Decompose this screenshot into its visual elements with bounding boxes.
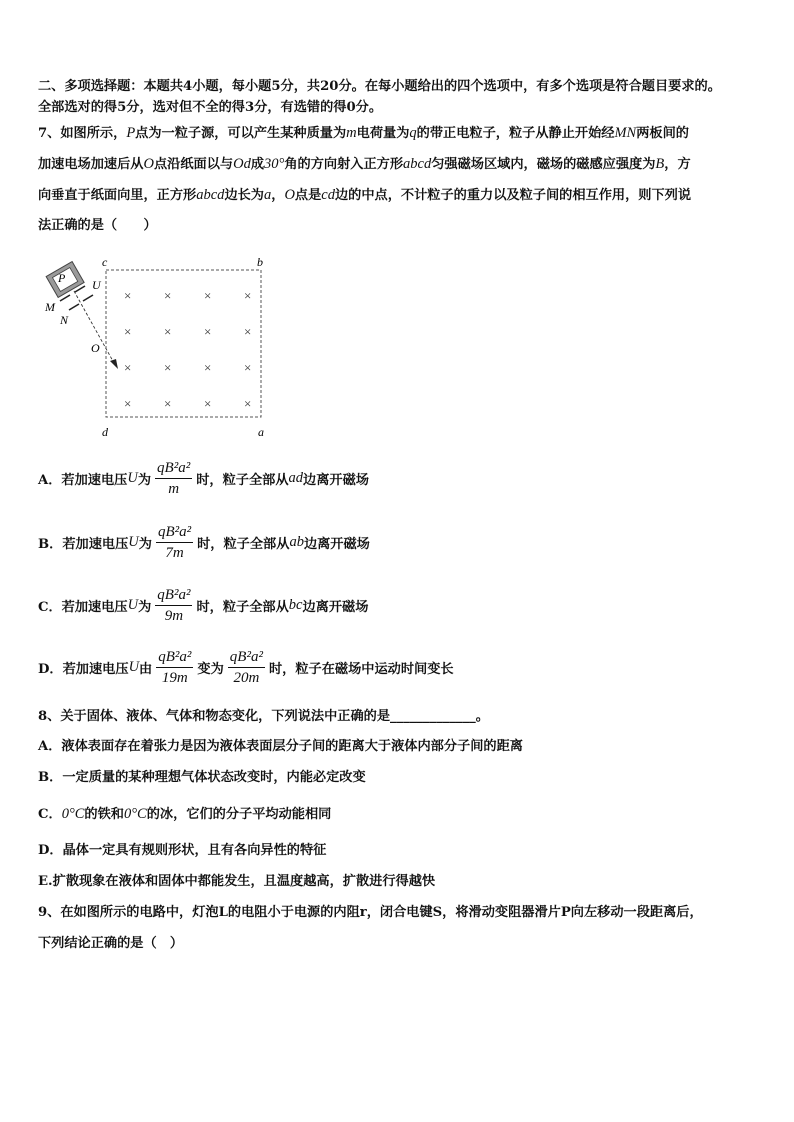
fraction-D2: $\frac{\text{qB²a²}}{20m}$	[229, 649, 263, 686]
field-cross-icon: ×	[124, 288, 132, 303]
section-instruction-line2: 全部选对的得5分，选对但不全的得3分，有选错的得0分。	[38, 100, 383, 115]
q8-stem: 8、关于固体、液体、气体和物态变化，下列说法中正确的是_____________。	[38, 709, 489, 724]
corner-a-label: a	[258, 425, 264, 439]
field-cross-icon: ×	[204, 288, 212, 303]
q8-option-E[interactable]: E.扩散现象在液体和固体中都能发生，且温度越高，扩散进行得越快	[38, 874, 436, 889]
q7-stem-line1: 7、如图所示，P点为一粒子源，可以产生某种质量为m电荷量为q的带正电粒子，粒子从静止开始经MN两板间的	[38, 125, 689, 141]
q7-stem-line2: 加速电场加速后从O点沿纸面以与Od成30°角的方向射入正方形abcd匀强磁场区域内，磁场的磁感应强度为B，方	[38, 156, 691, 172]
field-cross-icon: ×	[164, 360, 172, 375]
field-cross-icon: ×	[244, 324, 252, 339]
q7-option-D[interactable]: D．若加速电压 U 由 $\frac{\text{qB²a²}}{19m}$ 变为 $\frac{\text{qB²a²}}{20m}$ 时，粒子在磁场中运动时间变长	[38, 649, 454, 686]
q8-option-D[interactable]: D．晶体一定具有规则形状，且有各向异性的特征	[38, 843, 327, 858]
q7-stem-line3: 向垂直于纸面向里，正方形abcd边长为a，O点是cd边的中点，不计粒子的重力以及粒子间的相互作用，则下列说	[38, 187, 692, 203]
fraction-B: $\frac{\text{qB²a²}}{7m}$	[157, 524, 192, 561]
source-P-label: P	[58, 271, 66, 285]
fraction-A: $\frac{\text{qB²a²}}{m}$	[157, 460, 191, 497]
q7-option-A[interactable]: A．若加速电压 U 为 $\frac{\text{qB²a²}}{m}$ 时，粒子全部从 ad 边离开磁场	[38, 460, 369, 497]
corner-c-label: c	[102, 255, 108, 269]
plate-N-right	[83, 295, 93, 301]
field-cross-icon: ×	[164, 396, 172, 411]
point-O-label: O	[91, 341, 100, 355]
field-cross-icon: ×	[164, 324, 172, 339]
field-cross-icon: ×	[204, 324, 212, 339]
voltage-U-label: U	[92, 278, 101, 292]
corner-b-label: b	[257, 255, 263, 269]
field-crosses	[124, 288, 251, 411]
plate-N	[69, 304, 79, 310]
plate-M-label: M	[45, 300, 55, 314]
fraction-D1: $\frac{\text{qB²a²}}{19m}$	[158, 649, 192, 686]
field-cross-icon: ×	[124, 396, 132, 411]
corner-d-label: d	[102, 425, 108, 439]
field-cross-icon: ×	[244, 288, 252, 303]
q8-option-C[interactable]: C．0°C的铁和0°C的冰，它们的分子平均动能相同	[38, 806, 332, 822]
q9-stem-line1: 9、在如图所示的电路中，灯泡L的电阻小于电源的内阻r，闭合电键S，将滑动变阻器滑片P向左移动一段距离后，	[38, 905, 703, 920]
q7-option-B[interactable]: B．若加速电压 U 为 $\frac{\text{qB²a²}}{7m}$ 时，粒子全部从 ab 边离开磁场	[38, 524, 370, 561]
field-cross-icon: ×	[244, 360, 252, 375]
q8-option-A[interactable]: A．液体表面存在着张力是因为液体表面层分子间的距离大于液体内部分子间的距离	[38, 739, 523, 754]
q7-option-C[interactable]: C．若加速电压 U 为 $\frac{\text{qB²a²}}{9m}$ 时，粒子全部从 bc 边离开磁场	[38, 587, 369, 624]
q7-magnetic-field-figure	[38, 255, 278, 445]
q8-option-B[interactable]: B．一定质量的某种理想气体状态改变时，内能必定改变	[38, 770, 366, 785]
plate-N-label: N	[60, 313, 69, 327]
field-cross-icon: ×	[124, 360, 132, 375]
q7-stem-line4: 法正确的是（ ）	[38, 218, 157, 233]
field-cross-icon: ×	[204, 396, 212, 411]
field-cross-icon: ×	[204, 360, 212, 375]
field-cross-icon: ×	[164, 288, 172, 303]
fraction-C: $\frac{\text{qB²a²}}{9m}$	[157, 587, 191, 624]
field-cross-icon: ×	[124, 324, 132, 339]
section-instruction-line1: 二、多项选择题：本题共4小题，每小题5分，共20分。在每小题给出的四个选项中，有多个选项是符合题目要求的。	[38, 79, 721, 94]
field-cross-icon: ×	[244, 396, 252, 411]
q9-stem-line2: 下列结论正确的是（ ）	[38, 936, 184, 951]
arrow-head-icon	[110, 359, 118, 369]
